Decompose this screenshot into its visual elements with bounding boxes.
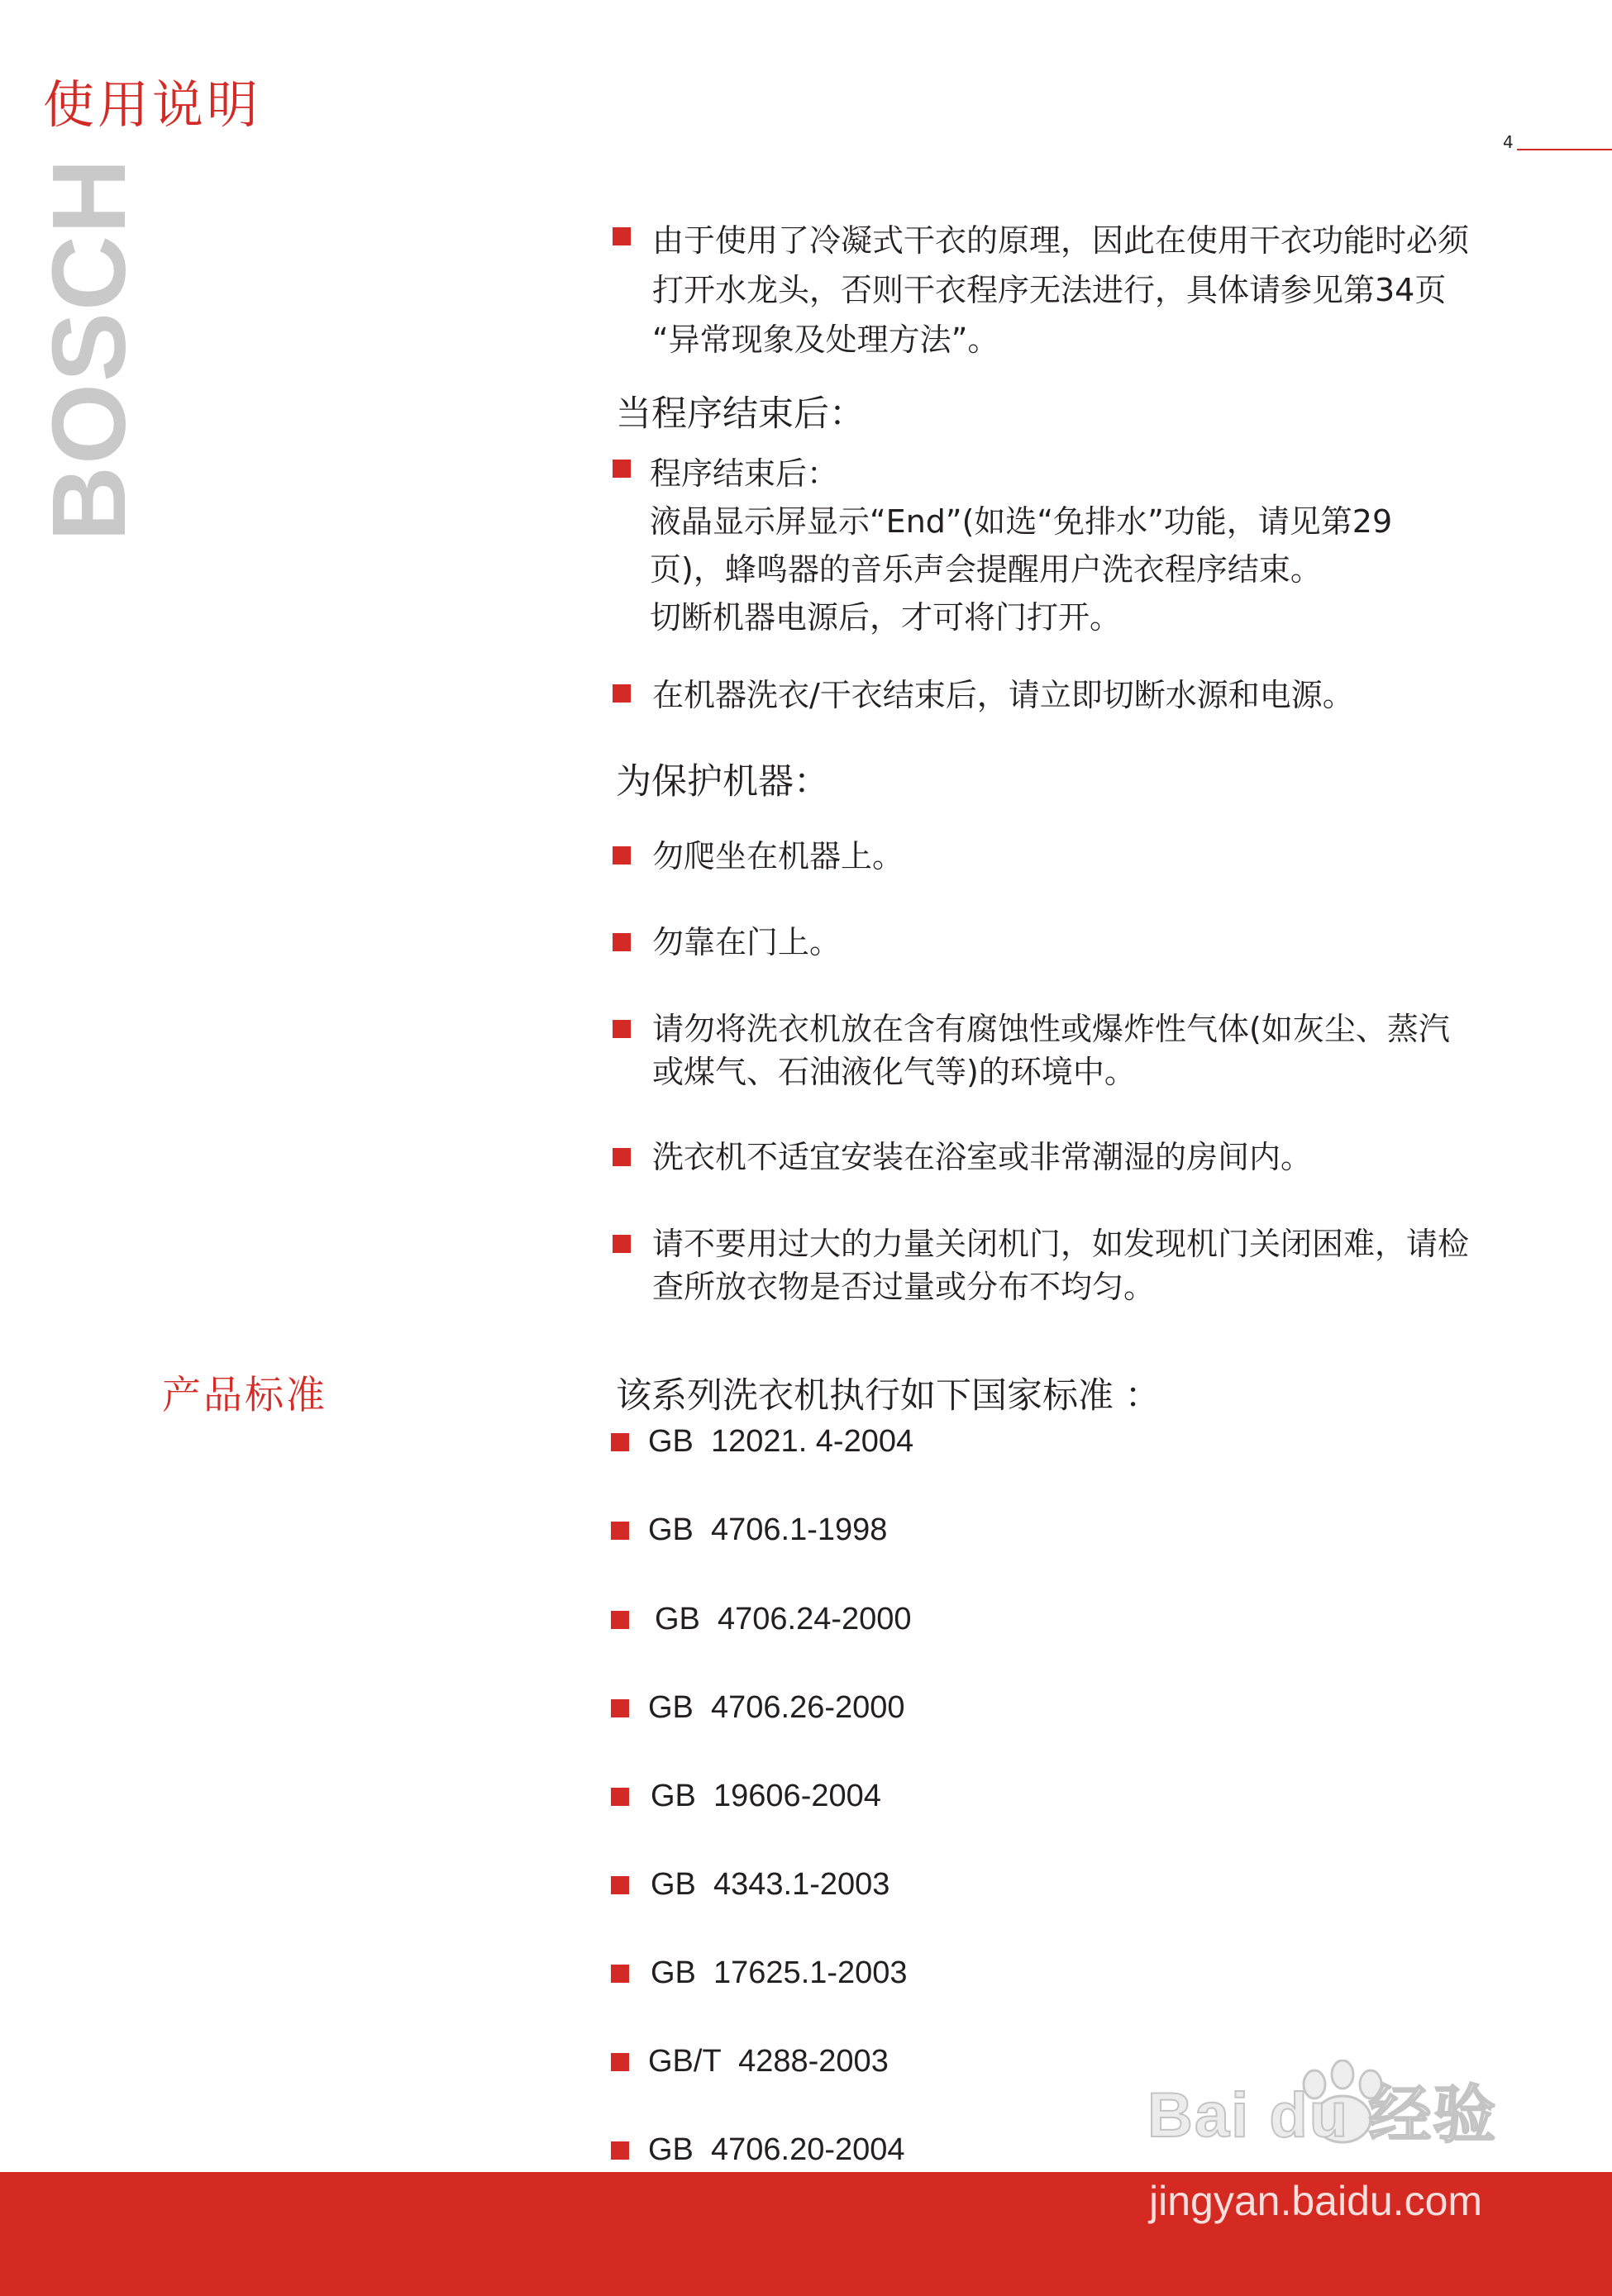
bullet-icon	[611, 1876, 629, 1894]
bullet-icon	[613, 1020, 631, 1038]
bullet-icon	[613, 1148, 631, 1166]
bullet-icon	[613, 846, 631, 865]
page-number: 4	[1503, 132, 1514, 152]
standard-item: GB 4706.24-2000	[655, 1602, 912, 1636]
standard-item: GB 4343.1-2003	[651, 1867, 890, 1902]
protect-item: 勿靠在门上。	[652, 924, 842, 960]
protect-item: 或煤气、石油液化气等)的环境中。	[652, 1054, 1136, 1090]
watermark-logo: Bai du 经验	[1147, 2080, 1498, 2151]
bullet-icon	[611, 1965, 629, 1983]
intro-line: 由于使用了冷凝式干衣的原理，因此在使用干衣功能时必须	[652, 222, 1470, 259]
standard-item: GB 4706.26-2000	[648, 1690, 905, 1725]
brand-logo: BOSCH	[31, 156, 147, 541]
bullet-icon	[613, 933, 631, 951]
header-rule	[1517, 149, 1612, 150]
after-program-line: 切断机器电源后，才可将门打开。	[650, 599, 1122, 636]
protect-item: 洗衣机不适宜安装在浴室或非常潮湿的房间内。	[652, 1139, 1313, 1175]
bullet-icon	[613, 684, 631, 703]
standard-item: GB 12021. 4-2004	[648, 1424, 914, 1459]
standard-item: GB 4706.1-1998	[648, 1512, 888, 1547]
bullet-icon	[611, 1433, 629, 1451]
bullet-icon	[611, 1788, 629, 1806]
bullet-icon	[611, 2141, 629, 2160]
bullet-icon	[613, 460, 631, 478]
protect-item: 查所放衣物是否过量或分布不均匀。	[652, 1269, 1156, 1305]
section-heading-protect: 为保护机器：	[616, 761, 829, 803]
product-standards-heading: 产品标准	[162, 1373, 327, 1418]
intro-line: “异常现象及处理方法”。	[652, 322, 999, 358]
watermark-url[interactable]: jingyan.baidu.com	[1149, 2178, 1483, 2224]
protect-item: 请勿将洗衣机放在含有腐蚀性或爆炸性气体(如灰尘、蒸汽	[652, 1011, 1450, 1047]
section-heading-after-program: 当程序结束后：	[616, 393, 865, 435]
bullet-icon	[611, 1699, 629, 1717]
page-title: 使用说明	[43, 74, 262, 135]
after-program-line: 页)，蜂鸣器的音乐声会提醒用户洗衣程序结束。	[650, 551, 1322, 588]
bullet-icon	[611, 1611, 629, 1629]
standard-item: GB 4706.20-2004	[648, 2132, 905, 2167]
protect-item: 请不要用过大的力量关闭机门，如发现机门关闭困难，请检	[652, 1226, 1470, 1262]
standard-item: GB/T 4288-2003	[648, 2044, 889, 2079]
after-program-line: 液晶显示屏显示“End”(如选“免排水”功能，请见第29	[650, 503, 1393, 540]
standard-item: GB 19606-2004	[651, 1779, 881, 1813]
standard-item: GB 17625.1-2003	[651, 1955, 908, 1990]
protect-item: 勿爬坐在机器上。	[652, 838, 904, 874]
intro-line: 打开水龙头，否则干衣程序无法进行，具体请参见第34页	[652, 272, 1447, 308]
bullet-icon	[611, 2053, 629, 2071]
after-program-item: 在机器洗衣/干衣结束后，请立即切断水源和电源。	[652, 677, 1354, 713]
bullet-icon	[611, 1522, 629, 1540]
after-program-line: 程序结束后：	[650, 455, 839, 492]
bullet-icon	[613, 1235, 631, 1253]
bullet-icon	[613, 227, 631, 245]
standards-heading: 该系列洗衣机执行如下国家标准 ：	[616, 1375, 1161, 1417]
